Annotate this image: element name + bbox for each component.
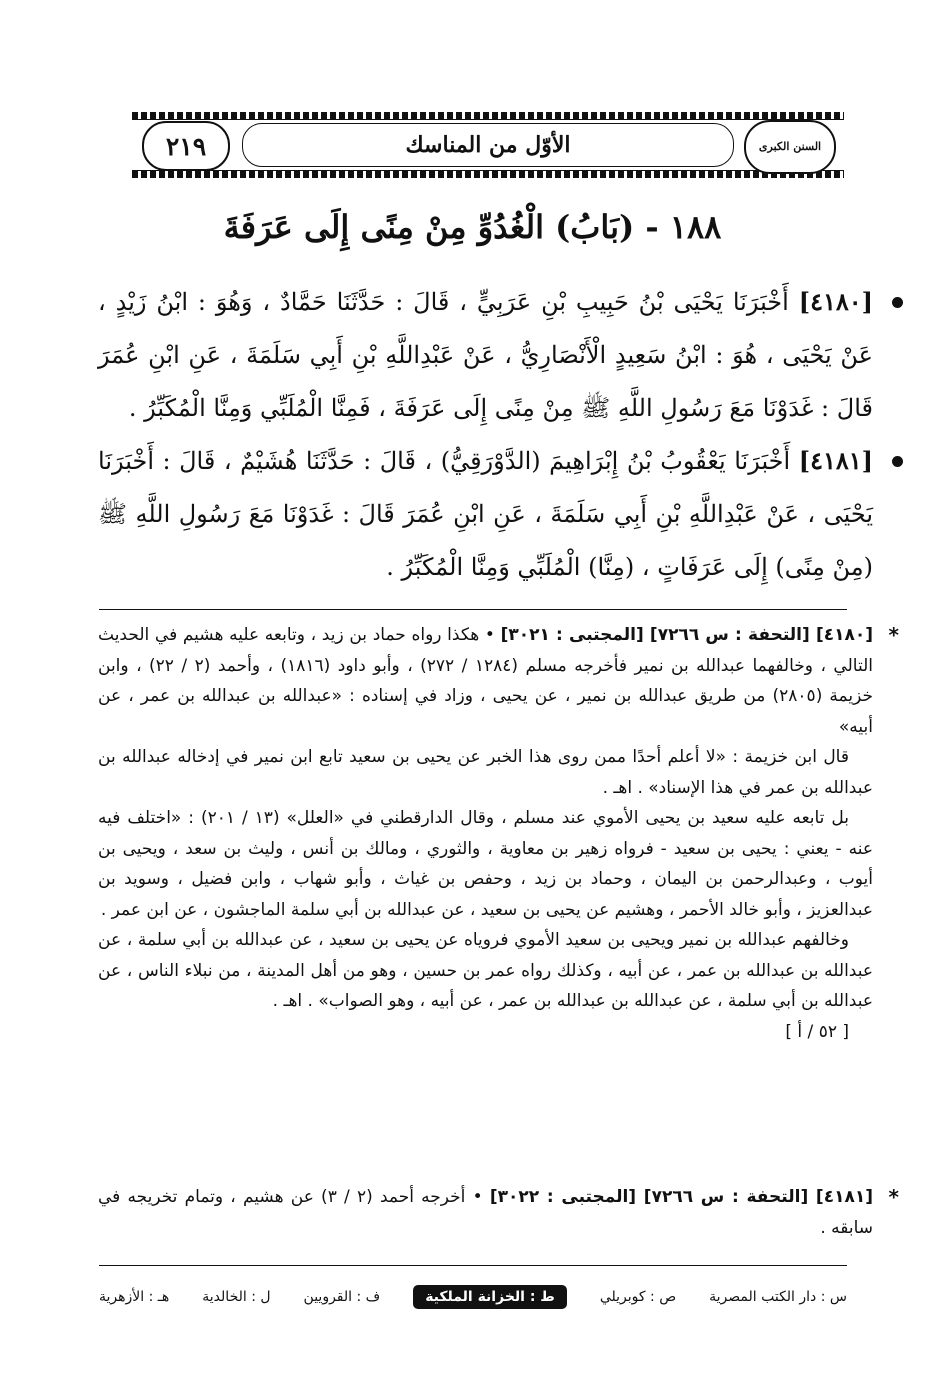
bullet-icon	[892, 297, 903, 308]
hadith-text: أَخْبَرَنَا يَحْيَى بْنُ حَبِيبِ بْنِ عَرَبِيٍّ ، قَالَ : حَدَّثَنَا حَمَّادٌ ، وَهُوَ : ابْنُ زَيْدٍ ، عَنْ يَحْيَى ، هُوَ : ابْنُ سَعِيدٍ الْأَنْصَارِيُّ ، عَنْ عَبْدِاللَّهِ بْنِ أَبِي سَلَمَةَ ، عَنِ ابْنِ عُمَرَ قَالَ : غَدَوْنَا مَعَ رَسُولِ اللَّهِ ﷺ مِنْ مِنًى إِلَى عَرَفَةَ ، فَمِنَّا الْمُلَبِّي وَمِنَّا الْمُكَبِّرُ .	[98, 288, 873, 422]
manuscript-folio-marker: [ ٥٢ / أ ]	[785, 1021, 849, 1042]
hadith-text: أَخْبَرَنَا يَعْقُوبُ بْنُ إِبْرَاهِيمَ (الدَّوْرَقِيُّ) ، قَالَ : حَدَّثَنَا هُشَيْمٌ ، قَالَ : أَخْبَرَنَا يَحْيَى ، عَنْ عَبْدِاللَّهِ بْنِ أَبِي سَلَمَةَ ، عَنِ ابْنِ عُمَرَ قَالَ : غَدَوْنَا مَعَ رَسُولِ اللَّهِ ﷺ (مِنْ مِنًى) إِلَى عَرَفَاتٍ ، (مِنَّا) الْمُلَبِّي وَمِنَّا الْمُكَبِّرُ .	[98, 447, 873, 581]
siglum: هـ : الأزهرية	[99, 1289, 170, 1305]
footnote-reference: [٤١٨٠] [التحفة : س ٧٢٦٦] [المجتبى : ٣٠٢١]	[500, 625, 874, 645]
chapter-title: ١٨٨ - (بَابُ) الْغُدُوِّ مِنْ مِنًى إِلَى عَرَفَةَ	[223, 208, 722, 246]
hadith-number: [٤١٨٠]	[798, 287, 873, 316]
hadith-entry	[98, 275, 873, 435]
emblem-text: السنن الكبرى	[758, 139, 822, 153]
footnote-text: • أخرجه أحمد (٢ / ٣) عن هشيم ، وتمام تخريجه في سابقه .	[98, 1187, 873, 1238]
asterisk-icon: *	[888, 623, 899, 647]
footnote-paragraph: بل تابعه عليه سعيد بن يحيى الأموي عند مسلم ، وقال الدارقطني في «العلل» (١٣ / ٢٠١) : «اختلف فيه عنه - يعني : يحيى بن سعيد - فرواه زهير بن معاوية ، والثوري ، ومالك بن أنس ، وليث بن سعد ، ويحيى بن أيوب ، وعبدالرحمن بن اليمان ، وحماد بن زيد ، وحفص بن غياث ، وأبو شهاب ، وابن فضيل ، وسويد بن عبدالعزيز ، وأبو خالد الأحمر ، وهشيم عن يحيى بن سعيد ، عن عبدالله بن أبي سلمة الماجشون ، عن ابن عمر .	[98, 808, 873, 920]
siglum: ف : القرويين	[303, 1289, 381, 1305]
siglum: ل : الخالدية	[202, 1289, 271, 1305]
siglum-highlighted: ط : الخزانة الملكية	[413, 1285, 567, 1309]
footnote	[98, 1182, 899, 1243]
bullet-icon	[892, 456, 903, 467]
header-ornament-bottom	[132, 171, 844, 178]
footnote-text: • هكذا رواه حماد بن زيد ، وتابعه عليه هشيم في الحديث التالي ، وخالفهما عبدالله بن نمير فأخرجه مسلم (١٢٨٤ / ٢٧٢) ، وأبو داود (١٨١٦) ، وأحمد (٢ / ٢٢) ، وابن خزيمة (٢٨٠٥) من طريق عبدالله بن نمير ، عن يحيى ، وزاد في إسناده : «عبدالله بن عبدالله بن عمر ، عن أبيه»	[98, 625, 873, 737]
book-section-title: الأوّل من المناسك	[242, 123, 734, 167]
footnote-paragraph: وخالفهم عبدالله بن نمير ويحيى بن سعيد الأموي فروياه عن يحيى بن سعيد ، عن عبدالله بن أبي سلمة ، عن عبدالله بن عبدالله بن عمر ، عن أبيه ، وكذلك رواه عمر بن حسين ، وهو من أهل المدينة ، من نبلاء الناس ، عن عبدالله بن أبي سلمة ، عن عبدالله بن عبدالله بن عمر ، عن أبيه ، وهو الصواب» . اهـ .	[98, 930, 873, 1011]
asterisk-icon: *	[888, 1185, 899, 1209]
siglum: س : دار الكتب المصرية	[709, 1289, 847, 1305]
manuscript-sigla-legend	[99, 1280, 847, 1314]
page-number: ٢١٩	[142, 121, 230, 171]
header-ornament-top	[132, 112, 844, 119]
footnote-paragraph: قال ابن خزيمة : «لا أعلم أحدًا ممن روى هذا الخبر عن يحيى بن سعيد تابع ابن نمير في إدخاله عبدالله بن عبدالله بن عمر في هذا الإسناد» . اهـ .	[98, 747, 873, 798]
siglum: ص : كوبريلي	[599, 1289, 677, 1305]
footnote-reference: [٤١٨١] [التحفة : س ٧٢٦٦] [المجتبى : ٣٠٢٢]	[489, 1187, 873, 1207]
hadith-number: [٤١٨١]	[798, 446, 874, 475]
hadith-entry	[98, 434, 873, 594]
book-emblem	[744, 120, 836, 174]
footnote-divider	[99, 609, 847, 610]
running-header	[132, 112, 844, 178]
sigla-divider	[99, 1265, 847, 1266]
footnote	[98, 620, 899, 1047]
